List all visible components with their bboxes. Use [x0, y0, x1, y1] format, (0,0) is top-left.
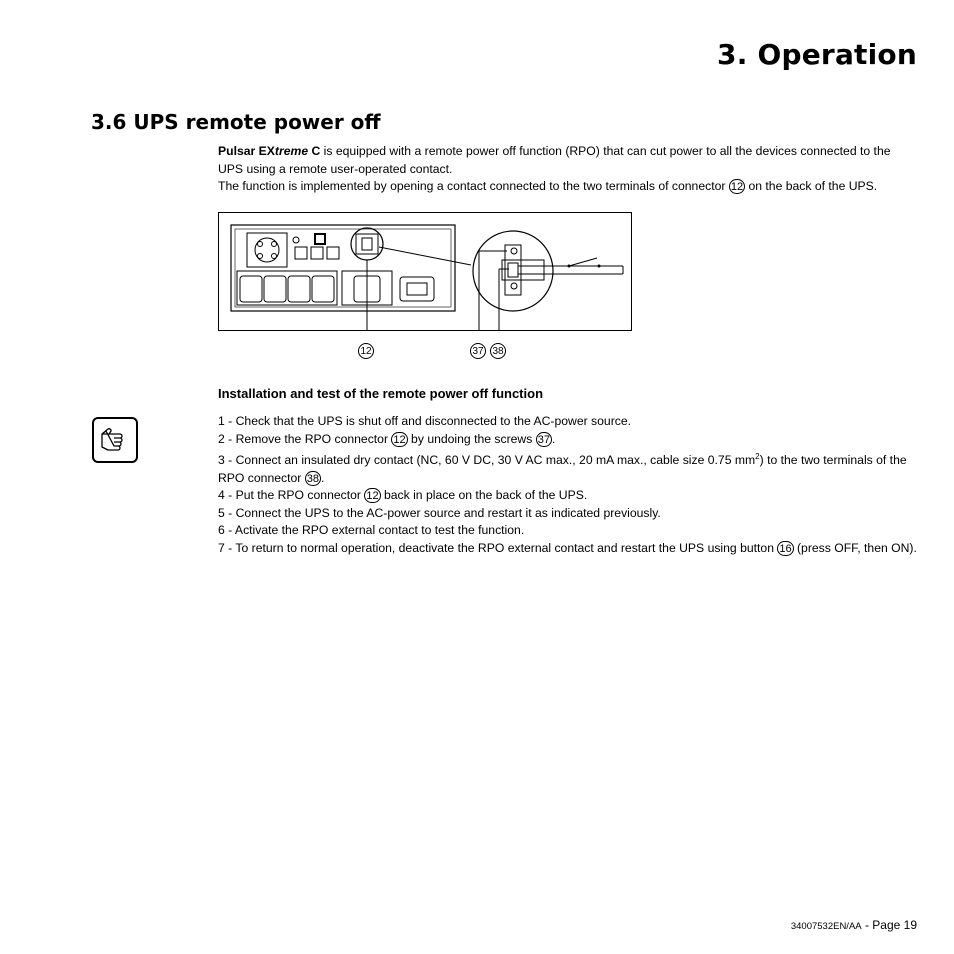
product-name-bold: Pulsar EX	[218, 144, 275, 158]
chapter-title: 3. Operation	[717, 38, 917, 71]
ref-38: 38	[306, 472, 319, 485]
callout-12: 12	[358, 343, 374, 359]
doc-code: 34007532EN/AA	[790, 921, 862, 932]
callout-37: 37	[470, 343, 486, 359]
intro-paragraph	[218, 143, 918, 196]
step-1: 1 - Check that the UPS is shut off and disconnected to the AC-power source.	[218, 414, 632, 428]
step-4: 4 - Put the RPO connector 12 back in place on the back of the UPS.	[218, 488, 588, 503]
pointing-hand-icon	[94, 419, 136, 461]
ref-12: 12	[393, 433, 406, 446]
page-footer	[791, 918, 917, 932]
page-number: - Page 19	[861, 918, 917, 932]
intro-line2-after: on the back of the UPS.	[745, 179, 878, 193]
product-name-suffix: C	[308, 144, 321, 158]
ref-12: 12	[730, 181, 744, 194]
step-7: 7 - To return to normal operation, deactivate the RPO external contact and restart the UPS using button 16 (press OFF, then ON).	[218, 540, 917, 555]
ups-rear-panel-figure	[218, 212, 632, 331]
step-6: 6 - Activate the RPO external contact to test the function.	[218, 523, 525, 538]
subheading: Installation and test of the remote power off function	[218, 386, 544, 401]
step-2: 2 - Remove the RPO connector 12 by undoing the screws 37 .	[218, 431, 556, 446]
steps-list	[218, 413, 918, 557]
ref-16: 16	[779, 542, 792, 555]
product-name-italic: treme	[274, 144, 309, 158]
intro-line1: is equipped with a remote power off function (RPO) that can cut power to all the devices connected to the UPS using a remote user-operated contact.	[218, 144, 891, 176]
ups-rear-diagram	[219, 213, 631, 330]
step-3: 3 - Connect an insulated dry contact (NC, 60 V DC, 30 V AC max., 20 mA max., cable size 0.75 $mm^2$) to the two terminals of the RPO connector 38 .	[218, 452, 907, 485]
section-title: 3.6 UPS remote power off	[91, 110, 381, 134]
note-box	[92, 417, 138, 463]
step-5: 5 - Connect the UPS to the AC-power source and restart it as indicated previously.	[218, 505, 661, 520]
intro-line2-before: The function is implemented by opening a contact connected to the two terminals of connector	[218, 179, 729, 193]
ref-37: 37	[537, 433, 550, 446]
callout-38: 38	[490, 343, 506, 359]
ref-12: 12	[366, 490, 379, 503]
